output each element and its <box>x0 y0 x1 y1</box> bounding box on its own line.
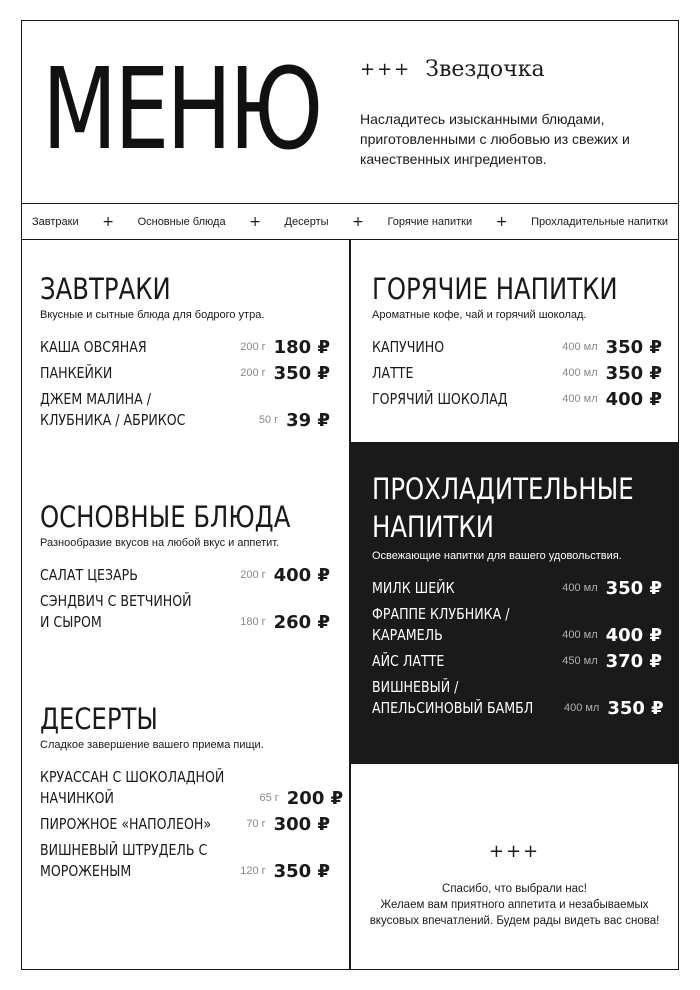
section-desserts <box>40 701 344 882</box>
section-hot-drinks <box>372 271 662 410</box>
item-weight: 450 мл <box>562 655 598 667</box>
item-name: ГОРЯЧИЙ ШОКОЛАД <box>372 390 508 408</box>
menu-item <box>40 814 330 835</box>
menu-item <box>40 767 344 809</box>
menu-item <box>372 389 662 410</box>
item-price: 350 ₽ <box>607 698 664 719</box>
item-name-line2: НАЧИНКОЙ <box>40 789 114 807</box>
item-price: 200 ₽ <box>286 788 344 809</box>
section-subtitle: Сладкое завершение вашего приема пищи. <box>40 739 264 751</box>
menu-item <box>372 651 662 672</box>
item-name: АЙС ЛАТТЕ <box>372 652 445 670</box>
item-weight: 400 мл <box>562 629 598 641</box>
menu-item <box>40 337 330 358</box>
item-price: 370 ₽ <box>605 651 662 672</box>
item-weight: 50 г <box>258 414 279 426</box>
section-title: ОСНОВНЫЕ БЛЮДА <box>40 500 291 534</box>
item-name: САЛАТ ЦЕЗАРЬ <box>40 566 138 584</box>
section-subtitle: Ароматные кофе, чай и горячий шоколад. <box>372 309 587 321</box>
item-price: 300 ₽ <box>273 814 330 835</box>
item-price: 400 ₽ <box>605 625 662 646</box>
menu-item <box>40 363 330 384</box>
nav-item-hot-drinks[interactable]: Горячие напитки <box>387 215 473 228</box>
section-mains <box>40 499 330 633</box>
section-title: ДЕСЕРТЫ <box>40 702 158 736</box>
thanks-line1: Спасибо, что выбрали нас! <box>442 883 587 895</box>
item-name-line1: КРУАССАН С ШОКОЛАДНОЙ <box>40 768 225 786</box>
item-name-line1: ВИШНЕВЫЙ ШТРУДЕЛЬ С <box>40 841 208 859</box>
item-weight: 200 г <box>240 569 266 581</box>
section-subtitle: Освежающие напитки для вашего удовольствия. <box>372 550 622 562</box>
item-name-line1: ВИШНЕВЫЙ / <box>372 678 459 696</box>
item-name-line2: МОРОЖЕНЫМ <box>40 862 132 880</box>
plus-icon: + <box>352 213 364 230</box>
section-subtitle: Вкусные и сытные блюда для бодрого утра. <box>40 309 265 321</box>
item-name-line2: КАРАМЕЛЬ <box>372 626 443 644</box>
item-name-line2: КЛУБНИКА / АБРИКОС <box>40 411 186 429</box>
item-list <box>40 337 330 431</box>
item-list <box>372 578 662 719</box>
menu-item <box>372 578 662 599</box>
item-weight: 120 г <box>240 865 266 877</box>
cold-drinks-block <box>350 442 679 762</box>
item-price: 400 ₽ <box>605 389 662 410</box>
item-name: КАША ОВСЯНАЯ <box>40 338 147 356</box>
item-weight: 400 мл <box>563 702 600 714</box>
item-price: 350 ₽ <box>605 578 662 599</box>
item-weight: 400 мл <box>562 582 598 594</box>
thanks-message <box>365 881 664 929</box>
menu-item <box>372 363 662 384</box>
item-weight: 400 мл <box>562 367 598 379</box>
item-price: 260 ₽ <box>273 612 330 633</box>
plus-icon: + <box>495 213 508 230</box>
item-weight: 70 г <box>246 818 266 830</box>
item-price: 350 ₽ <box>273 861 330 882</box>
item-name: ЛАТТЕ <box>372 364 414 382</box>
item-price: 400 ₽ <box>273 565 330 586</box>
item-weight: 400 мл <box>562 393 598 405</box>
section-cold-drinks <box>372 470 662 719</box>
menu-item <box>40 389 330 431</box>
menu-frame <box>21 20 679 970</box>
section-breakfast <box>40 271 330 431</box>
item-price: 39 ₽ <box>286 410 330 431</box>
item-price: 350 ₽ <box>605 337 662 358</box>
menu-item <box>40 840 330 882</box>
brand-name: Звездочка <box>425 57 545 82</box>
nav-item-breakfast[interactable]: Завтраки <box>32 215 79 228</box>
item-name: МИЛК ШЕЙК <box>372 579 455 597</box>
item-name: ПИРОЖНОЕ «НАПОЛЕОН» <box>40 815 212 833</box>
brand <box>360 57 545 82</box>
section-title-line2: НАПИТКИ <box>372 510 494 544</box>
item-list <box>40 565 330 633</box>
section-title: ЗАВТРАКИ <box>40 272 171 306</box>
item-price: 180 ₽ <box>273 337 330 358</box>
menu-item <box>372 337 662 358</box>
nav-item-mains[interactable]: Основные блюда <box>137 215 226 228</box>
section-title-line1: ПРОХЛАДИТЕЛЬНЫЕ <box>372 472 634 506</box>
category-nav <box>22 203 678 240</box>
plus-icon: + <box>249 213 261 230</box>
footer <box>350 763 679 969</box>
thanks-line2: Желаем вам приятного аппетита и незабываемых вкусовых впечатлений. Будем рады видеть вас снова! <box>369 899 660 927</box>
item-name: ПАНКЕЙКИ <box>40 364 113 382</box>
item-weight: 180 г <box>240 616 266 628</box>
menu-item <box>40 591 330 633</box>
item-list <box>372 337 662 410</box>
menu-item <box>372 677 662 719</box>
item-price: 350 ₽ <box>273 363 330 384</box>
nav-item-desserts[interactable]: Десерты <box>284 215 329 228</box>
tagline: Насладитесь изысканными блюдами, приготовленными с любовью из свежих и качественных ингредиентов. <box>360 111 630 167</box>
section-title: ГОРЯЧИЕ НАПИТКИ <box>372 272 618 306</box>
menu-header <box>22 21 678 203</box>
item-name-line1: ДЖЕМ МАЛИНА / <box>40 390 151 408</box>
item-name-line2: И СЫРОМ <box>40 613 102 631</box>
stars-icon: +++ <box>488 841 541 862</box>
item-weight: 65 г <box>259 792 279 804</box>
item-name-line1: ФРАППЕ КЛУБНИКА / <box>372 605 510 623</box>
item-name-line1: СЭНДВИЧ С ВЕТЧИНОЙ <box>40 592 192 610</box>
item-weight: 200 г <box>240 341 266 353</box>
menu-item <box>372 604 662 646</box>
item-weight: 400 мл <box>562 341 598 353</box>
stars-icon: +++ <box>360 59 412 80</box>
menu-title: МЕНЮ <box>42 45 321 175</box>
nav-item-cold-drinks[interactable]: Прохладительные напитки <box>531 215 668 228</box>
menu-item <box>40 565 330 586</box>
item-name: КАПУЧИНО <box>372 338 445 356</box>
item-price: 350 ₽ <box>605 363 662 384</box>
item-weight: 200 г <box>240 367 266 379</box>
item-name-line2: АПЕЛЬСИНОВЫЙ БАМБЛ <box>372 699 534 717</box>
item-list <box>40 767 344 882</box>
section-subtitle: Разнообразие вкусов на любой вкус и аппетит. <box>40 537 280 549</box>
plus-icon: + <box>102 213 114 230</box>
